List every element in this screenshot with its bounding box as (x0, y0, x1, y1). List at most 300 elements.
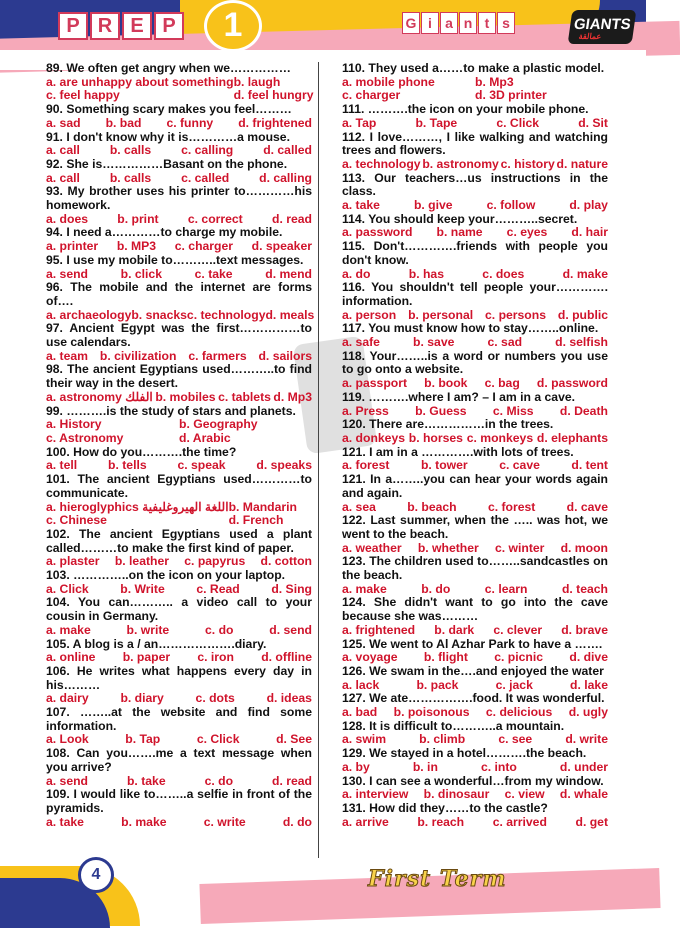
prep-title (58, 12, 184, 40)
answer-option: a. hieroglyphics اللغة الهيروغليفية (46, 499, 229, 514)
answer-option: a. call (46, 170, 80, 185)
answer-option: b. civilization (99, 348, 177, 363)
answer-option: a. make (342, 581, 387, 596)
answer-options (46, 144, 312, 158)
left-question-column (46, 61, 315, 829)
giants-logo: GIANTS عمالقة (568, 10, 637, 44)
answer-option: b. Geography (179, 417, 258, 432)
question-text: 93. My brother uses his printer to…………his homework. (46, 184, 312, 213)
answer-option: b. book (424, 376, 468, 391)
answer-option: b. mobiles (155, 389, 216, 404)
answer-options (46, 76, 312, 103)
question-text: 117. You must know how to stay……..online. (342, 321, 599, 336)
answer-option: a. do (342, 266, 371, 281)
answer-option: a. take (46, 814, 84, 829)
answer-option: a. bad (342, 705, 378, 720)
answer-option: a. team (46, 348, 89, 363)
answer-option: a. sea (342, 499, 376, 514)
answer-options (342, 309, 608, 323)
answer-option: d. Mp3 (273, 389, 312, 404)
answer-option: b. Tape (415, 115, 458, 130)
answer-option: d. public (557, 307, 608, 322)
answer-option: c. into (480, 759, 517, 774)
answer-option: c. jack (495, 677, 533, 692)
answer-option: c. learn (484, 581, 528, 596)
answer-option: c. funny (166, 115, 214, 130)
answer-option: d. do (282, 814, 312, 829)
answer-option: c. charger (174, 239, 234, 254)
answer-option: a. astronomy الفلك (46, 389, 153, 404)
answer-option: c. cave (499, 458, 540, 473)
question-item (46, 185, 312, 226)
answer-option: a. make (46, 622, 91, 637)
question-item (342, 240, 608, 281)
question-item (342, 747, 608, 774)
question-text: 102. The ancient Egyptians used a plant called………to make the first kind of paper. (46, 526, 312, 555)
question-item (46, 103, 312, 130)
answer-options (46, 307, 315, 323)
answer-option: b. in (412, 759, 438, 774)
answer-option: d. sailors (258, 348, 312, 363)
question-item (342, 172, 608, 213)
answer-options (46, 240, 312, 254)
answer-option: b. beach (407, 499, 457, 514)
answer-option: c. calling (181, 143, 234, 158)
answer-option: a. Click (46, 581, 89, 596)
answer-option: c. charger (342, 88, 401, 103)
answer-options (46, 583, 312, 597)
question-text: 118. Your……..is a word or numbers you use to go onto a website. (342, 348, 608, 377)
answer-option: c. monkeys (466, 430, 534, 445)
question-item (46, 254, 312, 281)
answer-options (46, 775, 312, 789)
answer-option: d. speaks (256, 458, 312, 473)
question-text: 101. The ancient Egyptians used…………to communicate. (46, 472, 312, 500)
answer-options (46, 213, 312, 227)
question-item (342, 62, 608, 103)
question-text: 127. We ate…………….food. It was wonderful. (342, 691, 605, 706)
answer-option: a. online (46, 650, 96, 665)
question-text: 99. ……….is the study of stars and planets. (46, 403, 296, 418)
prep-letter: P (58, 12, 88, 40)
brand-letter: t (478, 12, 496, 34)
answer-option: d. cave (566, 499, 608, 514)
answer-option: c. write (203, 814, 246, 829)
answer-option: b. calls (109, 170, 152, 185)
answer-option: d. called (263, 143, 312, 158)
question-text: 115. Don't………….friends with people you don't know. (342, 239, 608, 267)
answer-option: b. diary (120, 691, 164, 706)
answer-option: c. clever (493, 622, 543, 637)
answer-option: d. Death (559, 403, 608, 418)
answer-option: c. Click (496, 115, 540, 130)
answer-options (46, 555, 312, 569)
answer-options (46, 391, 312, 405)
question-text: 124. She didn't want to go into the cave because she was……… (342, 595, 608, 624)
answer-option: b. Guess (415, 403, 467, 418)
answer-options (46, 692, 312, 706)
answer-option: d. tent (571, 458, 608, 473)
answer-option: c. technology (186, 307, 266, 322)
page-header (0, 0, 646, 58)
question-text: 116. You shouldn't tell people your…………. information. (342, 280, 608, 308)
answer-options (46, 651, 312, 665)
answer-option: b. poisonous (393, 705, 470, 720)
answer-options (342, 336, 608, 350)
prep-letter: P (154, 12, 184, 40)
answer-option: d. whale (559, 787, 608, 802)
answer-option: a. Look (46, 732, 89, 747)
brand-letter: n (459, 12, 477, 34)
answer-option: c. Miss (492, 403, 534, 418)
answer-options (342, 761, 608, 775)
answer-options (342, 583, 608, 597)
answer-options (342, 117, 608, 131)
answer-option: d. under (559, 759, 608, 774)
question-text: 128. It is difficult to………..a mountain. (342, 718, 565, 733)
column-divider (318, 62, 319, 858)
answer-option: c. bag (484, 376, 520, 391)
brand-letter: s (497, 12, 515, 34)
question-text: 94. I need a…………to charge my mobile. (46, 225, 283, 240)
answer-option: d. ugly (568, 705, 608, 720)
answer-options (46, 117, 312, 131)
answer-option: a. person (342, 307, 397, 322)
answer-option: c. eyes (506, 225, 548, 240)
question-item (46, 569, 312, 596)
question-text: 121. I am in a ………….with lots of trees. (342, 444, 574, 459)
answer-option: c. speak (177, 458, 226, 473)
answer-option: b. has (408, 266, 444, 281)
answer-option: a. voyage (342, 650, 398, 665)
answer-option: a. call (46, 143, 80, 158)
question-item (342, 720, 608, 747)
answer-option: d. cotton (260, 554, 312, 569)
question-text: 111. ……….the icon on your mobile phone. (342, 102, 589, 117)
answer-option: a. password (342, 225, 413, 240)
question-item (342, 281, 608, 322)
question-item (46, 638, 312, 665)
answer-option: b. personal (408, 307, 474, 322)
question-text: 119. ……….where I am? – I am in a cave. (342, 389, 576, 404)
question-text: 103. …………..on the icon on your laptop. (46, 568, 286, 583)
question-text: 126. We swam in the….and enjoyed the water (342, 663, 604, 678)
question-item (342, 131, 608, 172)
brand-letter: G (402, 12, 420, 34)
answer-option: a. technology (342, 156, 421, 171)
answer-option: a. lack (342, 677, 380, 692)
answer-options (342, 377, 608, 391)
question-item (46, 131, 312, 158)
page-number: 4 (78, 857, 114, 893)
right-question-column (342, 62, 608, 829)
question-text: 109. I would like to……..a selfie in front of the pyramids. (46, 787, 312, 815)
answer-options (342, 76, 608, 103)
question-item (46, 158, 312, 185)
answer-options (46, 172, 312, 186)
answer-options (342, 816, 608, 830)
answer-option: c. do (204, 773, 234, 788)
answer-option: c. forest (487, 499, 536, 514)
term-label: First Term (368, 866, 507, 892)
question-text: 125. We went to Al Azhar Park to have a ……. (342, 636, 603, 651)
question-item (46, 405, 312, 446)
question-text: 113. Our teachers…us instructions in the class. (342, 170, 608, 199)
answer-option: b. horses (408, 430, 463, 445)
answer-option: d. read (272, 211, 312, 226)
answer-option: b. name (436, 225, 483, 240)
question-text: 97. Ancient Egypt was the first……………to use calendars. (46, 321, 312, 350)
answer-option: b. Write (120, 581, 165, 596)
question-item (342, 350, 608, 391)
answer-option: d. lake (570, 677, 608, 692)
answer-option: d. Arabic (179, 430, 231, 445)
answer-option: b. print (117, 211, 159, 226)
answer-option: c. delicious (485, 705, 553, 720)
answer-option: c. feel happy (46, 88, 120, 103)
question-item (342, 692, 608, 719)
question-item (342, 322, 608, 349)
question-item (342, 596, 608, 637)
brand-title (402, 12, 515, 34)
answer-option: a. tell (46, 458, 78, 473)
question-item (46, 473, 312, 528)
answer-option: d. make (562, 266, 608, 281)
answer-option: d. write (565, 732, 608, 747)
answer-option: d. moon (560, 540, 608, 555)
question-item (46, 747, 312, 788)
question-item (342, 213, 608, 240)
answer-option: c. does (482, 266, 525, 281)
answer-option: c. history (500, 156, 555, 171)
answer-option: d. See (276, 732, 312, 747)
answer-option: c. called (181, 170, 230, 185)
question-item (342, 514, 608, 555)
question-item (342, 555, 608, 596)
question-item (46, 446, 312, 473)
answer-option: b. MP3 (116, 239, 157, 254)
answer-option: a. arrive (342, 814, 389, 829)
answer-option: b. take (126, 773, 166, 788)
answer-option: b. pack (416, 677, 459, 692)
question-text: 104. You can……….. a video call to your cousin in Germany. (46, 595, 312, 624)
answer-option: c. Read (196, 581, 240, 596)
answer-option: d. password (536, 376, 608, 391)
question-text: 98. The ancient Egyptians used………..to find their way in the desert. (46, 362, 312, 391)
answer-option: a. Press (342, 403, 389, 418)
answer-option: b. leather (114, 554, 169, 569)
answer-option: d. dive (569, 650, 608, 665)
question-text: 106. He writes what happens every day in his……… (46, 663, 312, 692)
question-item (342, 802, 608, 829)
question-text: 110. They used a……to make a plastic model. (342, 61, 605, 75)
answer-option: b. climb (419, 732, 466, 747)
answer-option: b. bad (105, 115, 142, 130)
answer-option: d. French (228, 513, 284, 528)
question-text: 130. I can see a wonderful…from my window. (342, 773, 604, 788)
answer-option: b. do (421, 581, 451, 596)
question-item (46, 528, 312, 569)
answer-option: d. brave (561, 622, 608, 637)
answer-option: b. Mp3 (475, 74, 514, 89)
question-item (46, 363, 312, 404)
answer-option: d. Sit (578, 115, 608, 130)
question-text: 112. I love………, I like walking and watching trees and flowers. (342, 129, 608, 158)
question-item (46, 788, 312, 829)
answer-option: a. archaeology (46, 307, 132, 322)
answer-option: c. persons (485, 307, 546, 322)
answer-options (342, 432, 608, 446)
question-text: 129. We stayed in a hotel……….the beach. (342, 746, 587, 761)
answer-option: b. laugh (233, 74, 281, 89)
grade-level-badge: 1 (204, 0, 262, 52)
answer-option: b. calls (109, 143, 152, 158)
answer-option: c. view (504, 787, 545, 802)
answer-option: a. passport (342, 376, 408, 391)
question-item (342, 665, 608, 692)
question-item (342, 775, 608, 802)
question-item (46, 280, 315, 322)
answer-option: c. papyrus (184, 554, 246, 569)
answer-options (342, 651, 608, 665)
answer-option: b. write (126, 622, 170, 637)
answer-option: c. Chinese (46, 513, 107, 528)
answer-option: c. do (205, 622, 234, 637)
answer-option: a. dairy (46, 691, 89, 706)
answer-option: d. frightened (238, 115, 312, 130)
answer-option: a. forest (342, 458, 390, 473)
answer-options (342, 733, 608, 747)
answer-option: c. iron (197, 650, 234, 665)
answer-option: b. save (413, 335, 455, 350)
question-item (342, 391, 608, 418)
answer-option: b. flight (423, 650, 468, 665)
answer-option: a. interview (342, 787, 409, 802)
answer-options (342, 199, 608, 213)
answer-option: c. Astronomy (46, 430, 124, 445)
answer-options (342, 542, 608, 556)
question-item (342, 418, 608, 445)
answer-option: c. follow (486, 198, 536, 213)
answer-option: a. send (46, 773, 88, 788)
answer-option: b. astronomy (422, 156, 499, 171)
answer-option: c. take (194, 266, 233, 281)
answer-option: c. picnic (494, 650, 544, 665)
answer-option: b. dark (434, 622, 475, 637)
question-item (46, 665, 312, 706)
answer-options (342, 706, 608, 720)
answer-option: b. make (121, 814, 167, 829)
answer-option: a. donkeys (342, 430, 405, 445)
answer-option: d. feel hungry (233, 88, 314, 103)
answer-options (46, 501, 312, 528)
answer-options (342, 158, 608, 172)
answer-option: a. printer (46, 239, 99, 254)
question-text: 107. ……..at the website and find some information. (46, 705, 312, 733)
question-item (342, 638, 608, 665)
answer-option: d. offline (261, 650, 312, 665)
question-item (46, 706, 312, 747)
answer-option: a. sad (46, 115, 81, 130)
question-text: 92. She is……………Basant on the phone. (46, 156, 288, 171)
answer-options (46, 816, 312, 830)
question-text: 91. I don't know why it is…………a mouse. (46, 129, 290, 144)
answer-option: a. by (342, 759, 370, 774)
question-text: 121. In a……..you can hear your words again and again. (342, 472, 608, 500)
answer-option: d. nature (556, 156, 608, 171)
question-text: 100. How do you……….the time? (46, 444, 237, 459)
answer-options (342, 268, 608, 282)
answer-option: a. safe (342, 335, 380, 350)
answer-options (342, 788, 608, 802)
answer-option: c. see (498, 732, 533, 747)
answer-option: d. teach (561, 581, 608, 596)
question-text: 114. You should keep your………..secret. (342, 211, 578, 226)
question-item (342, 103, 608, 130)
answer-option: d. speaker (251, 239, 312, 254)
question-text: 89. We often get angry when we…………… (46, 61, 291, 75)
answer-option: b. dinosaur (423, 787, 490, 802)
question-text: 131. How did they……to the castle? (342, 800, 548, 815)
answer-option: b. reach (417, 814, 465, 829)
answer-option: b. click (120, 266, 162, 281)
question-item (46, 596, 312, 637)
answer-option: d. play (569, 198, 608, 213)
answer-options (342, 501, 608, 515)
answer-option: c. tablets (218, 389, 271, 404)
prep-letter: R (90, 12, 120, 40)
answer-option: d. send (269, 622, 312, 637)
answer-options (46, 268, 312, 282)
answer-option: a. mobile phone (342, 74, 435, 89)
answer-options (342, 459, 608, 473)
answer-options (342, 679, 608, 693)
question-item (46, 62, 312, 103)
answer-option: a. take (342, 198, 380, 213)
answer-option: a. History (46, 417, 102, 432)
answer-option: c. Click (196, 732, 240, 747)
answer-option: d. meals (265, 307, 315, 322)
answer-option: a. frightened (342, 622, 416, 637)
answer-options (46, 624, 312, 638)
question-text: 90. Something scary makes you feel……… (46, 102, 292, 117)
question-item (342, 446, 608, 473)
answer-option: a. swim (342, 732, 387, 747)
answer-option: c. arrived (492, 814, 547, 829)
question-text: 96. The mobile and the internet are forms of…. (46, 280, 312, 308)
prep-letter: E (122, 12, 152, 40)
page-footer (0, 856, 646, 914)
answer-options (46, 733, 312, 747)
brand-letter: i (421, 12, 439, 34)
answer-option: d. Sing (271, 581, 312, 596)
answer-option: b. snacks (131, 307, 187, 322)
answer-option: b. Tap (125, 732, 161, 747)
answer-option: b. tells (108, 458, 147, 473)
question-text: 122. Last summer, when the ….. was hot, we went to the beach. (342, 513, 608, 541)
question-text: 123. The children used to……..sandcastles on the beach. (342, 554, 608, 583)
answer-option: b. give (413, 198, 453, 213)
answer-option: d. calling (259, 170, 312, 185)
answer-option: c. dots (195, 691, 235, 706)
question-text: 120. There are……………in the trees. (342, 417, 554, 432)
answer-option: b. whether (417, 540, 479, 555)
question-item (46, 322, 312, 363)
answer-option: c. sad (487, 335, 523, 350)
question-item (342, 473, 608, 514)
answer-option: d. ideas (266, 691, 312, 706)
answer-option: c. winter (494, 540, 545, 555)
